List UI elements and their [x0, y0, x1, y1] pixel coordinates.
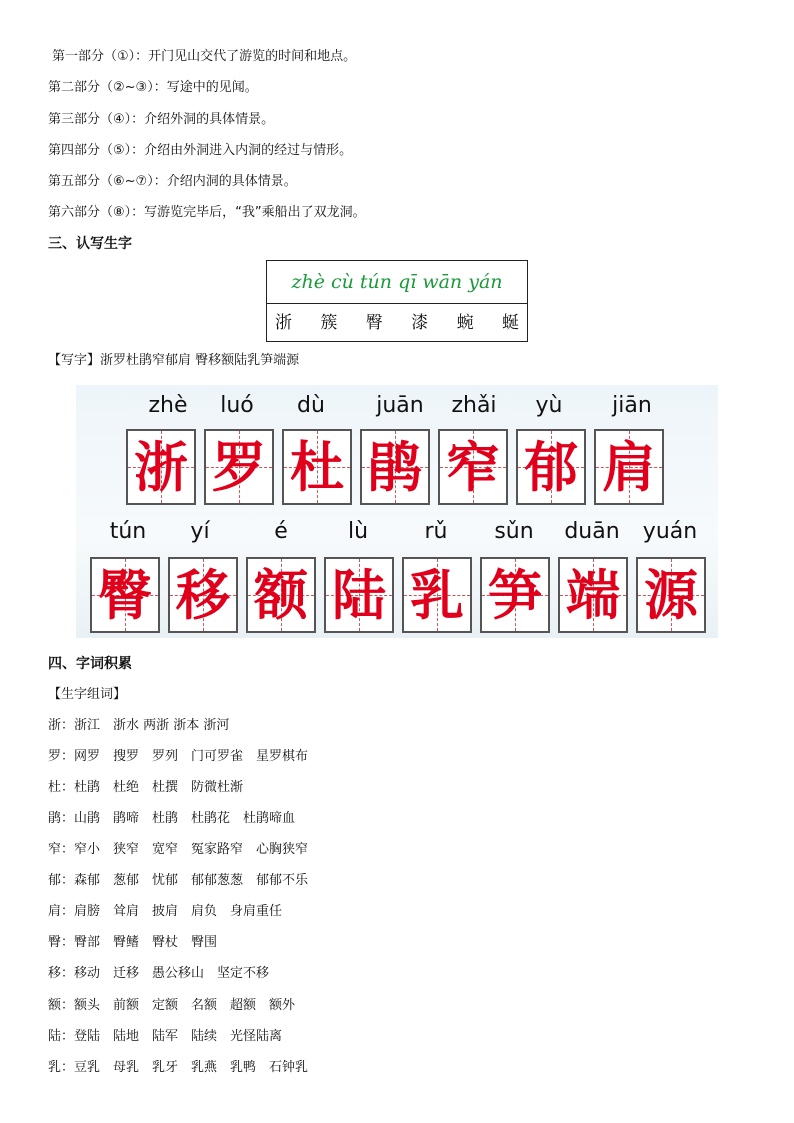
pinyin-label: tún: [109, 519, 147, 544]
pinyin-label: lù: [347, 519, 369, 544]
character: 笋: [488, 563, 542, 627]
section-3-title: 三、认写生字: [48, 236, 132, 252]
read-characters-table: [266, 260, 528, 342]
pinyin-label: zhǎi: [451, 393, 497, 418]
character-box: [204, 429, 274, 505]
pinyin-label: jiān: [612, 393, 652, 418]
character-box: [516, 429, 586, 505]
character-box: [90, 557, 160, 633]
word-line: 陆：登陆 陆地 陆军 陆续 光怪陆离: [48, 1029, 283, 1044]
pinyin-label: duān: [564, 519, 620, 544]
character: 陆: [332, 563, 386, 627]
character-box: [594, 429, 664, 505]
character-box: [636, 557, 706, 633]
word-line: 鹃：山鹃 鹃啼 杜鹃 杜鹃花 杜鹃啼血: [48, 811, 296, 826]
character-box: [402, 557, 472, 633]
character: 乳: [410, 563, 464, 627]
character: 移: [176, 563, 230, 627]
part-5: 第五部分（⑥~⑦）：介绍内洞的具体情景。: [48, 174, 297, 189]
word-line: 额：额头 前额 定额 名额 超额 额外: [48, 998, 296, 1013]
character: 端: [566, 563, 620, 627]
pinyin-row: zhè cù tún qī wān yán: [267, 261, 527, 304]
pinyin-label: juān: [376, 393, 424, 418]
word-line: 浙：浙江 浙水 两浙 浙本 浙河: [48, 718, 230, 733]
pinyin-label: rǔ: [424, 519, 448, 544]
character-box: [168, 557, 238, 633]
character-box: [480, 557, 550, 633]
character: 浙: [134, 435, 188, 499]
part-1: 第一部分（①）：开门见山交代了游览的时间和地点。: [52, 49, 357, 64]
read-char: 簇: [320, 313, 338, 333]
read-char: 浙: [275, 313, 292, 333]
part-4: 第四部分（⑤）：介绍由外洞进入内洞的经过与情形。: [48, 143, 353, 158]
writing-characters-panel: [76, 385, 718, 638]
write-label: 【写字】浙罗杜鹃窄郁肩 臀移额陆乳笋端源: [48, 353, 300, 368]
character-box: [282, 429, 352, 505]
characters-row: [267, 304, 527, 342]
part-3: 第三部分（④）：介绍外洞的具体情景。: [48, 112, 275, 127]
character: 源: [644, 563, 698, 627]
part-2: 第二部分（②~③）：写途中的见闻。: [48, 80, 258, 95]
character-box: [558, 557, 628, 633]
word-line: 移：移动 迁移 愚公移山 坚定不移: [48, 966, 270, 981]
character-box: [360, 429, 430, 505]
pinyin-label: dù: [297, 393, 325, 418]
character-box: [438, 429, 508, 505]
word-line: 郁：森郁 葱郁 忧郁 郁郁葱葱 郁郁不乐: [48, 873, 309, 888]
pinyin-label: luó: [220, 393, 254, 418]
character: 肩: [602, 435, 656, 499]
word-line: 肩：肩膀 耸肩 披肩 肩负 身肩重任: [48, 904, 283, 919]
word-line: 罗：网罗 搜罗 罗列 门可罗雀 星罗棋布: [48, 749, 309, 764]
read-char: 蜒: [501, 313, 519, 333]
character: 臀: [98, 563, 152, 627]
pinyin-label: yù: [535, 393, 563, 418]
pinyin-label: yuán: [642, 519, 698, 544]
pinyin-label: zhè: [148, 393, 188, 418]
character: 郁: [524, 435, 578, 499]
character: 窄: [446, 435, 500, 499]
read-char: 漆: [411, 313, 429, 333]
section-4-title: 四、字词积累: [48, 656, 132, 672]
sub-title: 【生字组词】: [48, 687, 127, 702]
pinyin-label: sǔn: [494, 519, 534, 544]
read-char: 臀: [365, 313, 383, 333]
character-box: [126, 429, 196, 505]
character: 杜: [290, 435, 344, 499]
pinyin-label: é: [274, 519, 288, 544]
word-line: 杜：杜鹃 杜绝 杜撰 防微杜渐: [48, 780, 244, 795]
character: 罗: [212, 435, 266, 499]
part-6: 第六部分（⑧）：写游览完毕后，“我”乘船出了双龙洞。: [48, 205, 366, 220]
character: 鹃: [368, 435, 422, 499]
character: 额: [254, 563, 308, 627]
word-line: 乳：豆乳 母乳 乳牙 乳燕 乳鸭 石钟乳: [48, 1060, 309, 1075]
word-line: 臀：臀部 臀鳍 臀杖 臀围: [48, 935, 218, 950]
character-box: [324, 557, 394, 633]
read-char: 蜿: [456, 313, 474, 333]
word-line: 窄：窄小 狭窄 宽窄 冤家路窄 心胸狭窄: [48, 842, 309, 857]
character-box: [246, 557, 316, 633]
pinyin-label: yí: [190, 519, 210, 544]
